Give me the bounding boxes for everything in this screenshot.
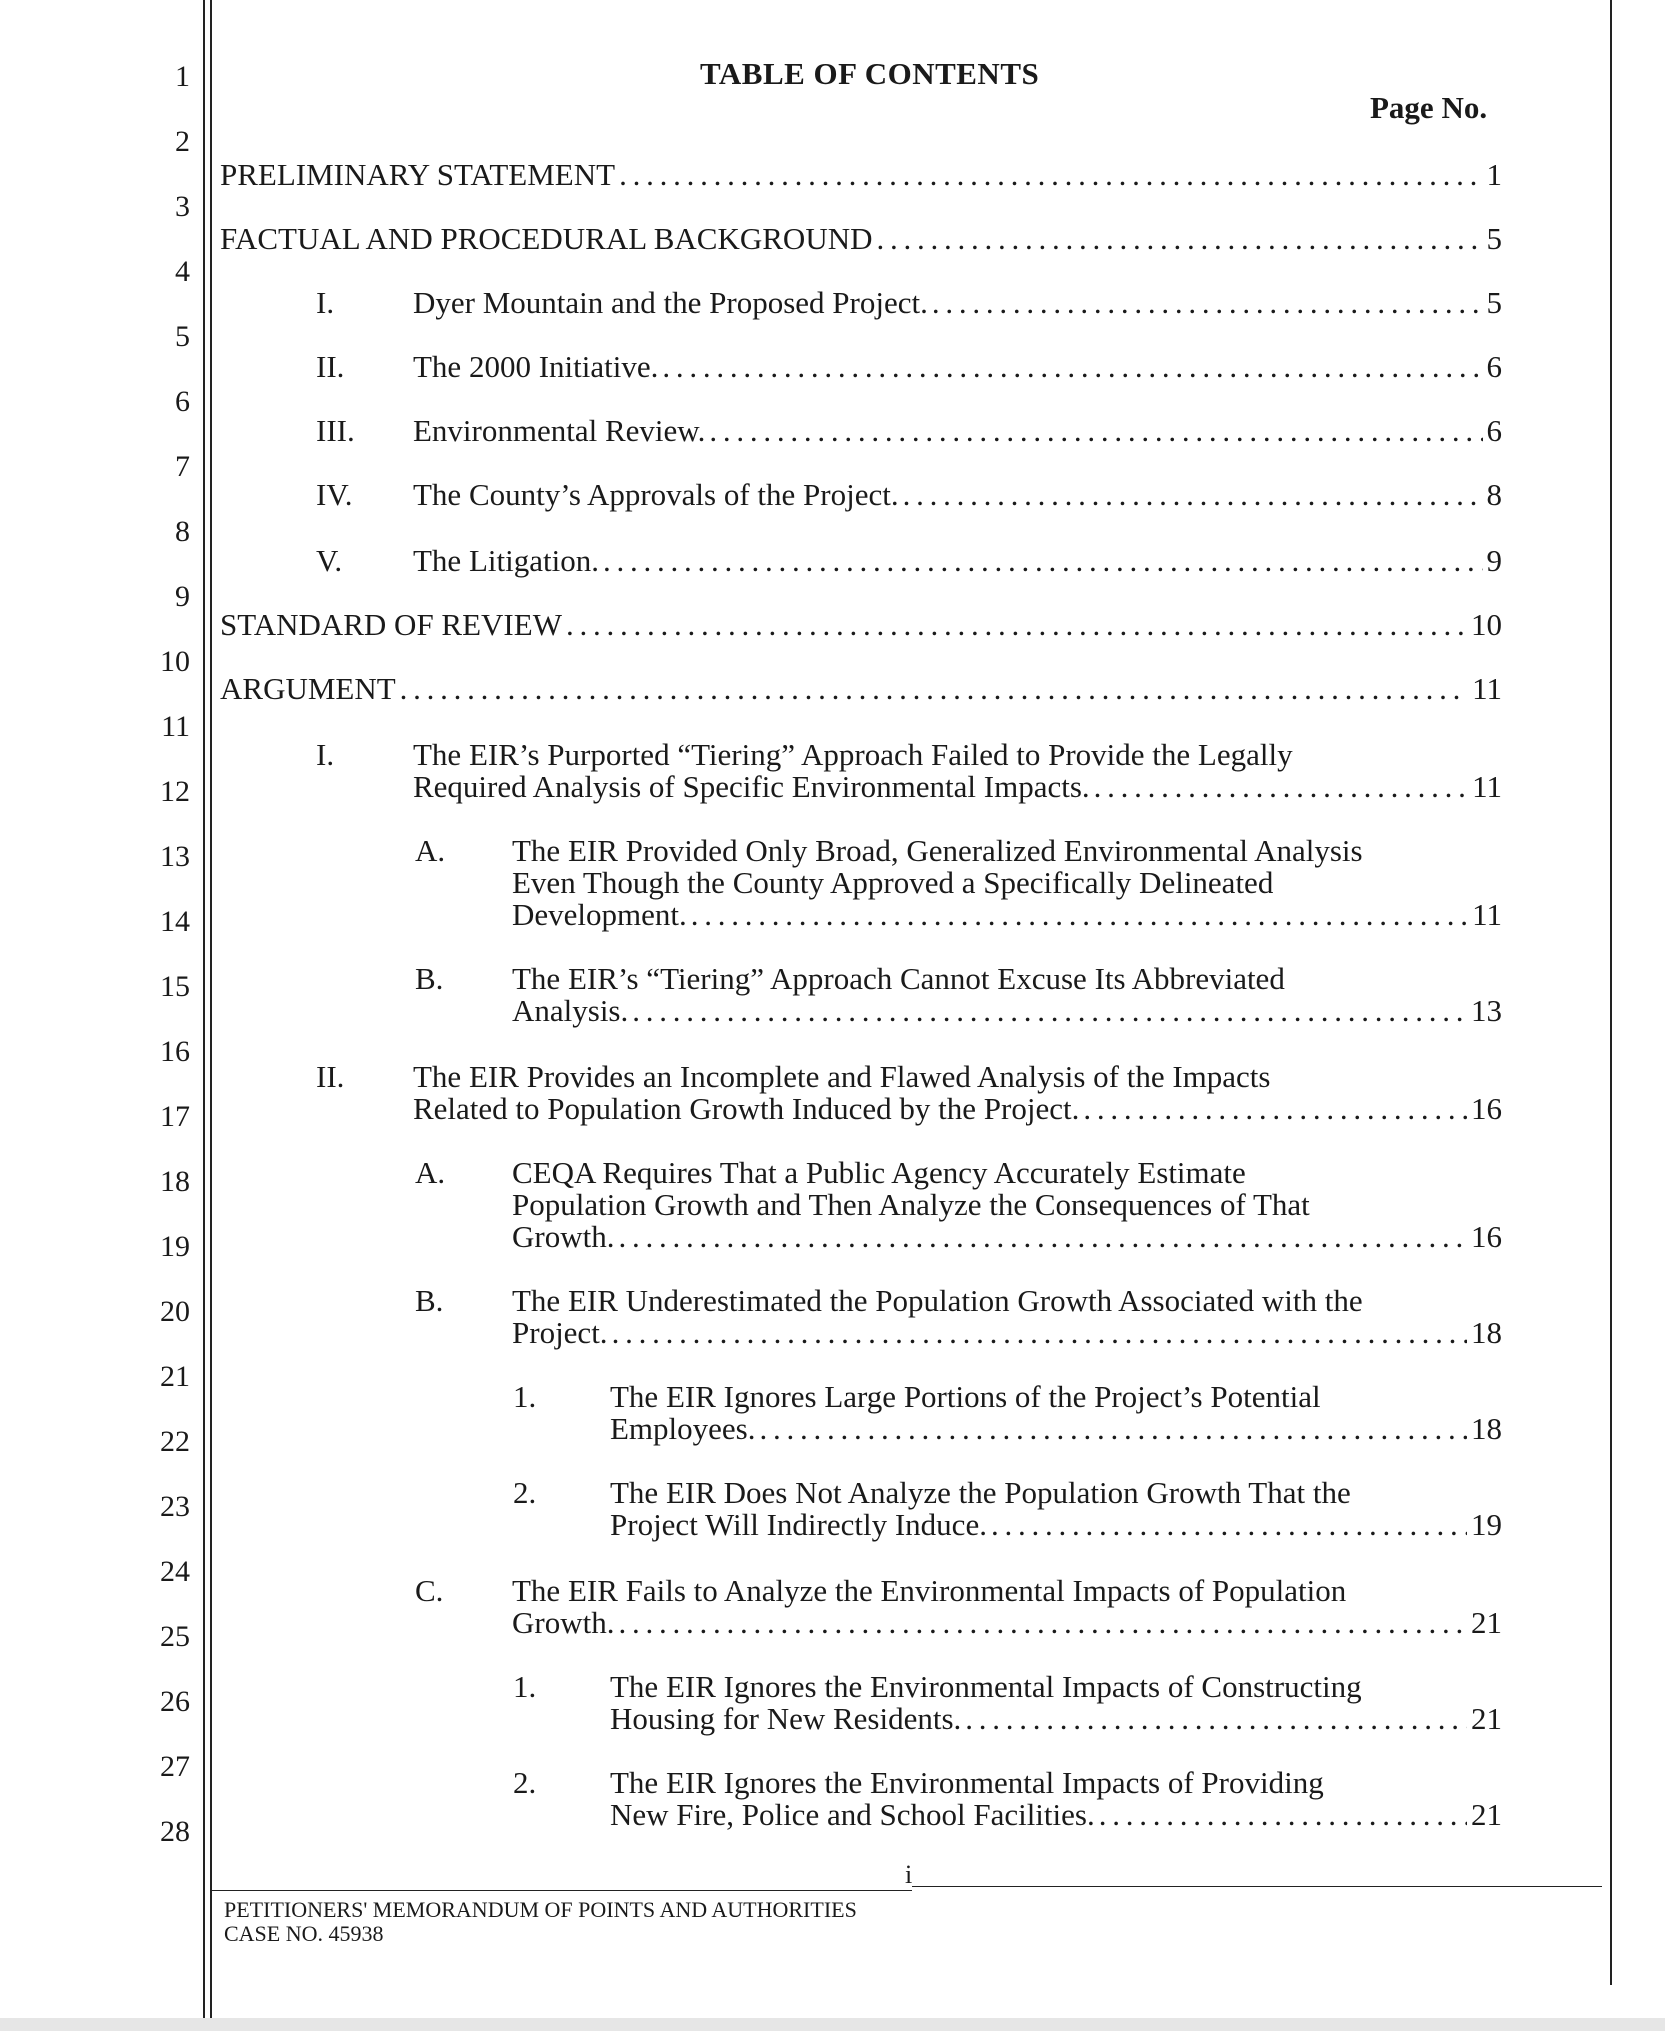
toc-entry-text: Growth. <box>512 1219 615 1254</box>
toc-entry-number: A. <box>415 1155 446 1190</box>
toc-entry-page: 19 <box>1471 1507 1502 1542</box>
footer-document-title: PETITIONERS' MEMORANDUM OF POINTS AND AUTHORITIES <box>224 1897 857 1922</box>
dot-leader <box>760 1412 1468 1446</box>
dot-leader <box>1099 1798 1467 1832</box>
toc-entry-page: 16 <box>1471 1091 1502 1126</box>
dot-leader <box>876 222 1482 256</box>
toc-entry-page: 5 <box>1486 221 1502 256</box>
dot-leader <box>691 898 1468 932</box>
line-number: 4 <box>175 255 190 288</box>
line-number: 23 <box>160 1490 190 1523</box>
toc-entry-page: 6 <box>1486 349 1502 384</box>
toc-entry-text: The EIR Ignores the Environmental Impacts of Providing <box>610 1765 1324 1800</box>
line-number: 28 <box>160 1815 190 1848</box>
line-number: 9 <box>175 580 190 613</box>
toc-entry-text: The EIR Fails to Analyze the Environmental Impacts of Population <box>512 1573 1347 1608</box>
dot-leader <box>619 158 1482 192</box>
toc-entry-text: Employees. <box>610 1411 756 1446</box>
toc-entry-page: 16 <box>1471 1219 1502 1254</box>
line-number: 8 <box>175 515 190 548</box>
toc-entry-number: V. <box>316 543 343 578</box>
toc-entry-text: The EIR Provides an Incomplete and Flawed Analysis of the Impacts <box>413 1059 1271 1094</box>
toc-entry-text: The EIR Underestimated the Population Growth Associated with the <box>512 1283 1363 1318</box>
dot-leader <box>612 1316 1467 1350</box>
toc-entry-page: 21 <box>1471 1701 1502 1736</box>
page-number: i <box>905 1860 913 1889</box>
dot-leader <box>618 1220 1467 1254</box>
dot-leader <box>965 1702 1467 1736</box>
toc-entry-text: The EIR Ignores the Environmental Impacts of Constructing <box>610 1669 1362 1704</box>
toc-entry-number: B. <box>415 961 444 996</box>
toc-entry-number: 2. <box>513 1475 537 1510</box>
toc-entry-text: Related to Population Growth Induced by the Project. <box>413 1091 1080 1126</box>
toc-entry-text: Growth. <box>512 1605 615 1640</box>
toc-entry-text: ARGUMENT <box>220 671 396 706</box>
dot-leader <box>618 1606 1467 1640</box>
dot-leader <box>566 608 1467 642</box>
line-number: 27 <box>160 1750 190 1783</box>
dot-leader <box>1094 770 1468 804</box>
line-number: 21 <box>160 1360 190 1393</box>
dot-leader <box>709 414 1482 448</box>
toc-entry-page: 11 <box>1472 769 1502 804</box>
left-margin-rule-inner <box>210 0 212 2031</box>
toc-entry-text: FACTUAL AND PROCEDURAL BACKGROUND <box>220 221 873 256</box>
line-number: 10 <box>160 645 190 678</box>
line-number: 2 <box>175 125 190 158</box>
toc-entry-text: Analysis. <box>512 993 629 1028</box>
toc-entry-text: Even Though the County Approved a Specifically Delineated <box>512 865 1274 900</box>
footer-rule-right <box>912 1886 1602 1887</box>
toc-entry-page: 10 <box>1471 607 1502 642</box>
footer-rule <box>212 1890 912 1891</box>
toc-entry-number: II. <box>316 349 345 384</box>
left-margin-rule-outer <box>203 0 205 2031</box>
toc-entry-number: II. <box>316 1059 345 1094</box>
line-number: 26 <box>160 1685 190 1718</box>
toc-entry-page: 13 <box>1471 993 1502 1028</box>
toc-entry-text: STANDARD OF REVIEW <box>220 607 562 642</box>
toc-entry-text: The EIR’s Purported “Tiering” Approach Failed to Provide the Legally <box>413 737 1293 772</box>
toc-entry-page: 18 <box>1471 1411 1502 1446</box>
right-margin-rule <box>1610 0 1612 1985</box>
line-number: 22 <box>160 1425 190 1458</box>
toc-entry-text: CEQA Requires That a Public Agency Accurately Estimate <box>512 1155 1246 1190</box>
toc-entry-text: Required Analysis of Specific Environmental Impacts. <box>413 769 1090 804</box>
toc-entry-number: 1. <box>513 1669 537 1704</box>
dot-leader <box>603 544 1483 578</box>
line-number: 20 <box>160 1295 190 1328</box>
toc-entry-number: B. <box>415 1283 444 1318</box>
toc-entry-text: Environmental Review. <box>413 413 706 448</box>
toc-entry-text: The EIR Does Not Analyze the Population Growth That the <box>610 1475 1351 1510</box>
toc-title: TABLE OF CONTENTS <box>700 56 1040 91</box>
toc-entry-text: Population Growth and Then Analyze the Consequences of That <box>512 1187 1310 1222</box>
toc-entry-page: 8 <box>1486 477 1502 512</box>
dot-leader <box>662 350 1482 384</box>
line-number: 13 <box>160 840 190 873</box>
toc-entry-number: A. <box>415 833 446 868</box>
toc-entry-page: 11 <box>1472 671 1502 706</box>
line-number: 19 <box>160 1230 190 1263</box>
line-number: 7 <box>175 450 190 483</box>
toc-entry-text: The EIR Ignores Large Portions of the Project’s Potential <box>610 1379 1321 1414</box>
footer-case-number: CASE NO. 45938 <box>224 1921 384 1946</box>
toc-entry-number: C. <box>415 1573 444 1608</box>
line-number: 24 <box>160 1555 190 1588</box>
toc-entry-text: Dyer Mountain and the Proposed Project. <box>413 285 928 320</box>
line-number: 1 <box>175 60 190 93</box>
dot-leader <box>991 1508 1467 1542</box>
line-number: 25 <box>160 1620 190 1653</box>
toc-entry-page: 5 <box>1486 285 1502 320</box>
dot-leader <box>1083 1092 1467 1126</box>
toc-entry-page: 1 <box>1486 157 1502 192</box>
toc-entry-text: PRELIMINARY STATEMENT <box>220 157 616 192</box>
line-number: 15 <box>160 970 190 1003</box>
line-number: 18 <box>160 1165 190 1198</box>
line-number: 11 <box>161 710 190 743</box>
toc-entry-page: 21 <box>1471 1797 1502 1832</box>
line-number: 14 <box>160 905 190 938</box>
toc-entry-number: III. <box>316 413 355 448</box>
toc-entry-text: The EIR Provided Only Broad, Generalized Environmental Analysis <box>512 833 1363 868</box>
line-number: 3 <box>175 190 190 223</box>
scan-bottom-edge <box>0 2018 1665 2031</box>
toc-entry-text: The County’s Approvals of the Project. <box>413 477 899 512</box>
toc-entry-number: I. <box>316 285 335 320</box>
toc-entry-number: 2. <box>513 1765 537 1800</box>
toc-entry-text: Project Will Indirectly Induce. <box>610 1507 987 1542</box>
toc-entry-page: 11 <box>1472 897 1502 932</box>
toc-entry-number: 1. <box>513 1379 537 1414</box>
toc-entry-text: Development. <box>512 897 687 932</box>
page-no-header: Page No. <box>1370 90 1488 125</box>
toc-entry-text: Housing for New Residents. <box>610 1701 962 1736</box>
line-number: 6 <box>175 385 190 418</box>
toc-entry-text: The 2000 Initiative. <box>413 349 659 384</box>
toc-entry-number: IV. <box>316 477 353 512</box>
dot-leader <box>932 286 1483 320</box>
dot-leader <box>400 672 1468 706</box>
toc-entry-text: The Litigation. <box>413 543 599 578</box>
toc-entry-page: 18 <box>1471 1315 1502 1350</box>
line-number: 17 <box>160 1100 190 1133</box>
toc-entry-text: The EIR’s “Tiering” Approach Cannot Excuse Its Abbreviated <box>512 961 1285 996</box>
dot-leader <box>903 478 1483 512</box>
line-number: 16 <box>160 1035 190 1068</box>
toc-entry-page: 9 <box>1486 543 1502 578</box>
dot-leader <box>632 994 1467 1028</box>
toc-entry-page: 6 <box>1486 413 1502 448</box>
toc-entry-number: I. <box>316 737 335 772</box>
toc-entry-text: New Fire, Police and School Facilities. <box>610 1797 1095 1832</box>
line-number: 5 <box>175 320 190 353</box>
toc-entry-text: Project. <box>512 1315 608 1350</box>
toc-entry-page: 21 <box>1471 1605 1502 1640</box>
line-number: 12 <box>160 775 190 808</box>
